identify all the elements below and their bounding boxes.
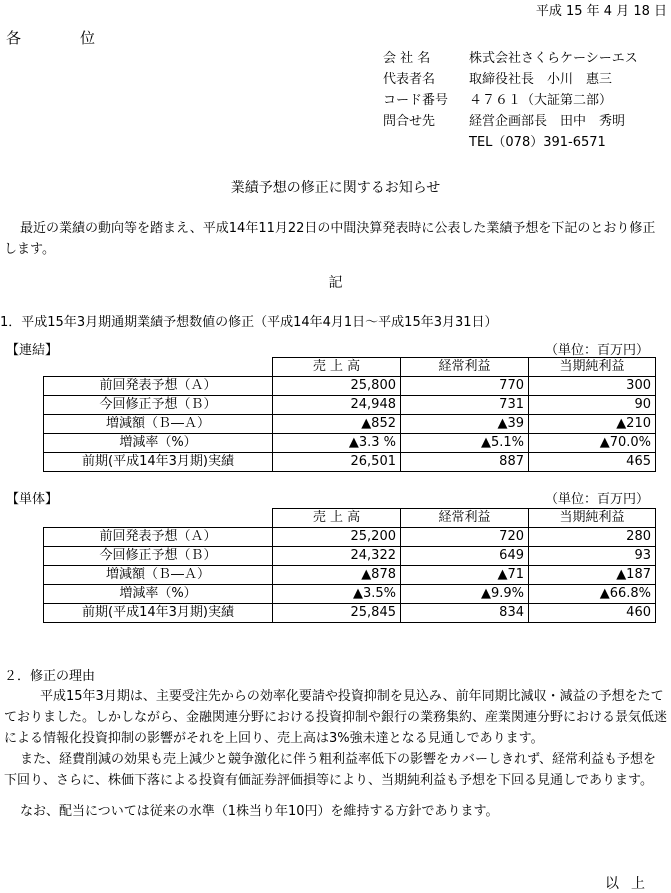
- cell: ▲3.5%: [273, 585, 401, 604]
- info-label: 会 社 名: [383, 51, 431, 66]
- info-label: 問合せ先: [383, 114, 436, 129]
- cell: 25,845: [273, 604, 401, 623]
- table-row: [44, 604, 656, 623]
- cell: 460: [529, 604, 656, 623]
- info-value: 株式会社さくらケーシーエス: [469, 51, 638, 66]
- cell: ▲3.3 %: [273, 434, 401, 453]
- cell: 465: [529, 453, 656, 472]
- cell: 25,800: [273, 377, 401, 396]
- table-row: [44, 453, 656, 472]
- ki-heading: 記: [328, 275, 343, 291]
- info-value: ４７６１（大証第二部）: [469, 93, 613, 108]
- table-row: [44, 396, 656, 415]
- reason-paragraph: 平成15年3月期は、主要受注先からの効率化要請や投資抑制を見込み、前年同期比減収・減益の予想をたてておりました。しかしながら、金融関連分野における投資抑制や銀行の業務集約、産業関連分野における景気低迷による情報化投資抑制の影響がそれを上回り、売上高は3%強未達となる見通しであります。: [4, 689, 668, 746]
- row-label: 前回発表予想（Ａ）: [44, 377, 273, 396]
- info-label: [383, 132, 469, 153]
- cell: 649: [401, 547, 529, 566]
- cell: ▲71: [401, 566, 529, 585]
- section1-title: 1．平成15年3月期通期業績予想数値の修正（平成14年4月1日～平成15年3月31日）: [0, 315, 498, 330]
- table-consolidated: [43, 357, 656, 472]
- table-row: [44, 566, 656, 585]
- col-header: 経常利益: [401, 509, 529, 528]
- row-label: 前回発表予想（Ａ）: [44, 528, 273, 547]
- cell: 24,322: [273, 547, 401, 566]
- row-label: 前期(平成14年3月期)実績: [44, 453, 273, 472]
- table-row: [44, 377, 656, 396]
- table-row: [44, 434, 656, 453]
- info-row-company: [383, 48, 638, 69]
- row-label: 増減率（%）: [44, 585, 273, 604]
- cell: ▲5.1%: [401, 434, 529, 453]
- info-row-code: [383, 90, 638, 111]
- cell: ▲210: [529, 415, 656, 434]
- reason-text: [4, 686, 668, 822]
- col-header: 売 上 高: [273, 358, 401, 377]
- row-label: 増減額（Ｂ―Ａ）: [44, 415, 273, 434]
- info-row-contact: [383, 111, 638, 132]
- info-value: 経営企画部長 田中 秀明: [469, 114, 626, 129]
- table-consolidated-label: 【連結】: [6, 343, 59, 358]
- table-header-row: [44, 509, 656, 528]
- table-row: [44, 585, 656, 604]
- cell: 25,200: [273, 528, 401, 547]
- table-corner: [44, 509, 273, 528]
- table-header-row: [44, 358, 656, 377]
- info-label: コード番号: [383, 93, 449, 108]
- unit-label: （単位：百万円）: [544, 492, 649, 507]
- closing-mark: 以上: [605, 876, 657, 892]
- row-label: 今回修正予想（Ｂ）: [44, 547, 273, 566]
- table-row: [44, 547, 656, 566]
- row-label: 増減率（%）: [44, 434, 273, 453]
- cell: 90: [529, 396, 656, 415]
- cell: ▲852: [273, 415, 401, 434]
- info-row-representative: [383, 69, 638, 90]
- table-standalone-label: 【単体】: [6, 492, 59, 507]
- col-header: 当期純利益: [529, 358, 656, 377]
- unit-label: （単位：百万円）: [544, 343, 649, 358]
- row-label: 今回修正予想（Ｂ）: [44, 396, 273, 415]
- row-label: 増減額（Ｂ―Ａ）: [44, 566, 273, 585]
- cell: 731: [401, 396, 529, 415]
- reason-paragraph: なお、配当については従来の水準（1株当り年10円）を維持する方針であります。: [20, 804, 499, 819]
- info-value: TEL（078）391-6571: [469, 135, 606, 150]
- cell: 720: [401, 528, 529, 547]
- row-label: 前期(平成14年3月期)実績: [44, 604, 273, 623]
- info-value: 取締役社長 小川 惠三: [469, 72, 613, 87]
- document-date: 平成 15 年 4 月 18 日: [535, 4, 667, 19]
- intro-paragraph: 最近の業績の動向等を踏まえ、平成14年11月22日の中間決算発表時に公表した業績予想を下記のとおり修正します。: [4, 221, 656, 257]
- cell: 280: [529, 528, 656, 547]
- addressee: 各 位: [6, 29, 118, 47]
- document-title: 業績予想の修正に関するお知らせ: [230, 180, 441, 196]
- info-row-phone: [383, 132, 638, 153]
- cell: ▲187: [529, 566, 656, 585]
- col-header: 経常利益: [401, 358, 529, 377]
- cell: ▲70.0%: [529, 434, 656, 453]
- cell: 887: [401, 453, 529, 472]
- cell: ▲878: [273, 566, 401, 585]
- cell: 834: [401, 604, 529, 623]
- cell: 24,948: [273, 396, 401, 415]
- cell: ▲39: [401, 415, 529, 434]
- table-row: [44, 415, 656, 434]
- cell: 93: [529, 547, 656, 566]
- info-label: 代表者名: [383, 72, 436, 87]
- cell: 26,501: [273, 453, 401, 472]
- section2-title: ２．修正の理由: [4, 669, 96, 684]
- cell: ▲66.8%: [529, 585, 656, 604]
- company-info: [383, 48, 638, 153]
- reason-paragraph: また、経費削減の効果も売上減少と競争激化に伴う粗利益率低下の影響をカバーしきれず、経常利益も予想を下回り、さらに、株価下落による投資有価証券評価損等により、当期純利益も予想を下回る見通しであります。: [4, 752, 656, 788]
- table-row: [44, 528, 656, 547]
- cell: 300: [529, 377, 656, 396]
- col-header: 当期純利益: [529, 509, 656, 528]
- col-header: 売 上 高: [273, 509, 401, 528]
- table-corner: [44, 358, 273, 377]
- table-standalone: [43, 508, 656, 623]
- cell: 770: [401, 377, 529, 396]
- cell: ▲9.9%: [401, 585, 529, 604]
